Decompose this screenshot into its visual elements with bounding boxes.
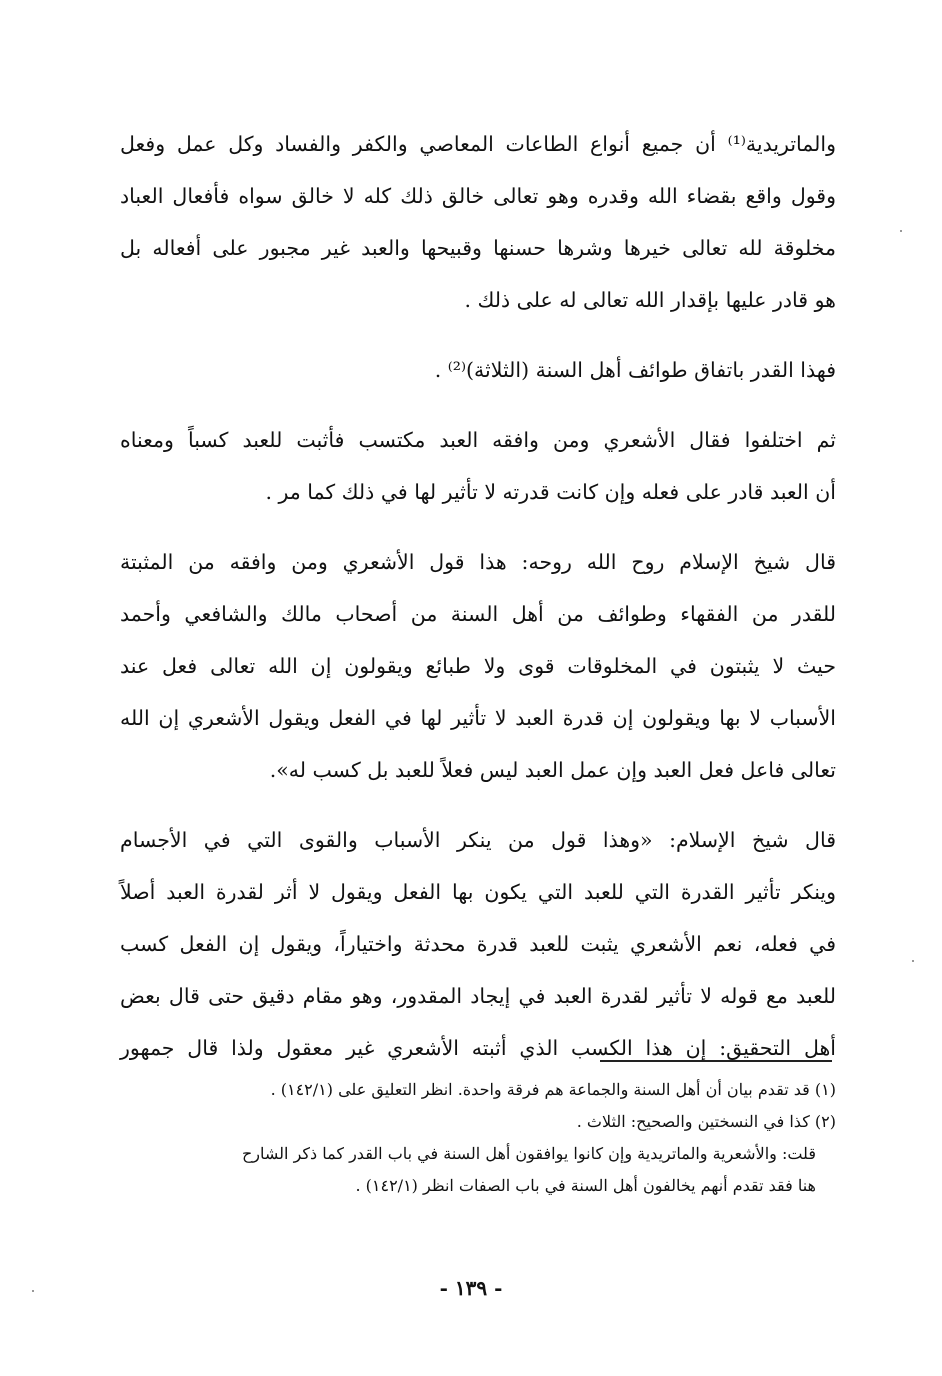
text-line: للعبد مع قوله لا تأثير لقدرة العبد في إيجاد المقدور، وهو مقام دقيق حتى قال بعض <box>120 984 836 1008</box>
text-line: حيث لا يثبتون في المخلوقات قوى ولا طبائع ويقولون إن الله تعالى فعل عند <box>120 654 836 678</box>
scan-speck <box>912 960 914 962</box>
footnotes <box>120 1074 836 1202</box>
text-line: تعالى فاعل فعل العبد وإن عمل العبد ليس فعلاً للعبد بل كسب له». <box>269 758 836 782</box>
footnote-note-line: هنا فقد تقدم أنهم يخالفون أهل السنة في باب الصفات انظر (١٤٢/١) . <box>355 1176 816 1195</box>
footnote-note-line: قلت: والأشعرية والماتريدية وإن كانوا يوافقون أهل السنة في باب القدر كما ذكر الشارح <box>241 1144 816 1163</box>
text-line: مخلوقة لله تعالى خيرها وشرها حسنها وقبيحها والعبد غير مجبور على أفعاله بل <box>120 236 836 260</box>
text-line: أهل التحقيق: إن هذا الكسب الذي أثبته الأشعري غير معقول ولذا قال جمهور <box>120 1036 836 1060</box>
scan-speck <box>900 230 902 232</box>
text-line: قال شيخ الإسلام روح الله روحه: هذا قول الأشعري ومن وافقه من المثبتة <box>120 550 836 574</box>
paragraph-4 <box>120 536 836 796</box>
text-line: الأسباب لا بها ويقولون إن قدرة العبد لا تأثير لها في الفعل ويقول الأشعري إن الله <box>120 706 836 730</box>
text-line: أن العبد قادر على فعله وإن كانت قدرته لا تأثير لها في ذلك كما مر . <box>265 480 836 504</box>
text-line: في فعله، نعم الأشعري يثبت للعبد قدرة محدثة واختياراً، ويقول إن الفعل كسب <box>120 932 836 956</box>
text-line: وينكر تأثير القدرة التي للعبد التي يكون بها الفعل ويقول لا أثر لقدرة العبد أصلاً <box>120 880 836 904</box>
text-line: والماتريدية⁽¹⁾ أن جميع أنواع الطاعات المعاصي والكفر والفساد وكل عمل وفعل <box>120 132 836 156</box>
main-text <box>120 118 836 1092</box>
footnote-2: (٢) كذا في النسختين والصحيح: الثلاث . <box>576 1112 836 1131</box>
footnote-1: (١) قد تقدم بيان أن أهل السنة والجماعة هم فرقة واحدة. انظر التعليق على (١٤٢/١) . <box>270 1080 836 1099</box>
text-line: قال شيخ الإسلام: «وهذا قول من ينكر الأسباب والقوى التي في الأجسام <box>120 828 836 852</box>
text-line: وقول واقع بقضاء الله وقدره وهو تعالى خالق ذلك كله لا خالق سواه فأفعال العباد <box>120 184 836 208</box>
text-line: فهذا القدر باتفاق طوائف أهل السنة (الثلاثة)⁽²⁾ . <box>434 358 836 382</box>
paragraph-5 <box>120 814 836 1074</box>
paragraph-2 <box>120 344 836 396</box>
footnote-separator <box>600 1060 832 1062</box>
text-line: هو قادر عليها بإقدار الله تعالى له على ذلك . <box>464 288 836 312</box>
paragraph-1 <box>120 118 836 326</box>
text-line: ثم اختلفوا فقال الأشعري ومن وافقه العبد مكتسب فأثبت للعبد كسباً ومعناه <box>120 428 836 452</box>
paragraph-3 <box>120 414 836 518</box>
scan-speck <box>32 1290 34 1292</box>
page-number: - ١٣٩ - <box>439 1276 503 1300</box>
text-line: للقدر من الفقهاء وطوائف من أهل السنة من أصحاب مالك والشافعي وأحمد <box>120 602 836 626</box>
